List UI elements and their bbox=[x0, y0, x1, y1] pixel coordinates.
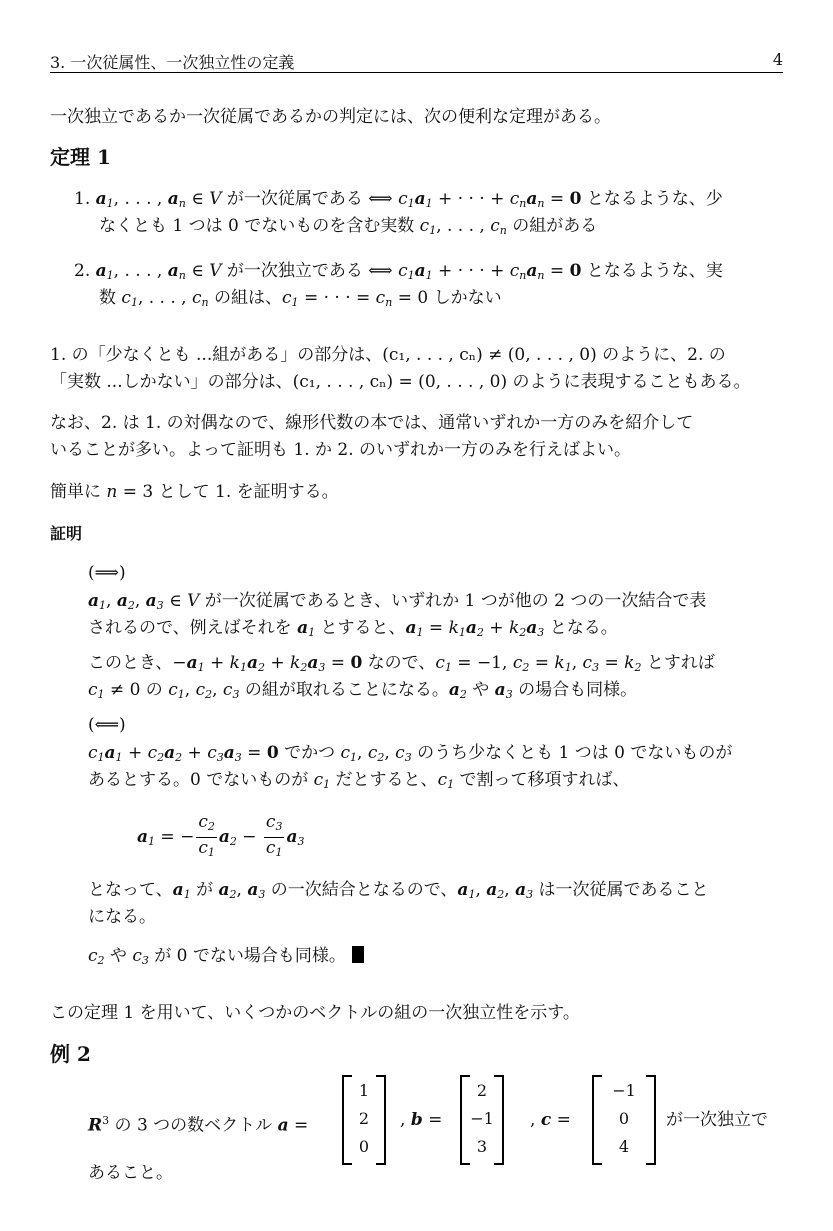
running-header bbox=[50, 50, 783, 73]
example-heading: 例 2 bbox=[50, 1042, 91, 1066]
example-text-r3: $R^3$ の 3 つの数ベクトル a = bbox=[88, 1114, 309, 1136]
theorem-heading: 定理 1 bbox=[50, 145, 111, 169]
proof-conclusion-line-1: となって、$a_1$ が $a_2$, $a_3$ の一次結合となるので、$a_1$, $a_2$, $a_3$ は一次従属であること bbox=[88, 880, 709, 901]
paragraph-4: この定理 1 を用いて、いくつかのベクトルの組の一次独立性を示す。 bbox=[50, 1003, 580, 1023]
paragraph-3: 簡単に n = 3 として 1. を証明する。 bbox=[50, 482, 339, 502]
paragraph-2-line-2: いることが多い。よって証明も 1. か 2. のいずれか一方のみを行えばよい。 bbox=[50, 440, 632, 460]
example-b-label: , b = bbox=[400, 1110, 443, 1130]
theorem-item-2-line-2: 数 $c_1$, . . . , $c_n$ の組は、$c_1$ = · · · = $c_n = 0$ しかない bbox=[99, 288, 502, 309]
display-equation: $a_1$ = − $\frac{c_2}{c_1}$ $a_2$ − $\frac{c_3}{c_1}$ $a_3$ bbox=[137, 812, 305, 859]
vector-c: −1 0 4 bbox=[592, 1075, 656, 1165]
proof-heading: 証明 bbox=[50, 524, 83, 543]
theorem-item-1-line-1: 1. $a_1$, . . . , $a_n$ ∈ V が一次従属である ⟺ $c_1a_1$ + · · · + $c_na_n = 0$ となるような、少 bbox=[74, 189, 723, 210]
vector-b: 2 −1 3 bbox=[460, 1075, 504, 1165]
proof-backward-line-1: $c_1a_1 + c_2a_2 + c_3a_3 = 0$ でかつ $c_1$, $c_2$, $c_3$ のうち少なくとも 1 つは 0 でないものが bbox=[88, 743, 733, 764]
header-page-number: 4 bbox=[772, 50, 783, 69]
qed-square-icon bbox=[352, 946, 364, 963]
paragraph-2-line-1: なお、2. は 1. の対偶なので、線形代数の本では、通常いずれか一方のみを紹介して bbox=[50, 413, 694, 433]
proof-backward-line-2: あるとする。0 でないものが $c_1$ だとすると、$c_1$ で割って移項すれば、 bbox=[88, 770, 630, 791]
proof-conclusion-line-2: になる。 bbox=[88, 907, 156, 927]
example-c-label: , c = bbox=[530, 1110, 571, 1130]
example-line-2: あること。 bbox=[88, 1163, 173, 1183]
proof-forward-label: (⟹) bbox=[88, 563, 126, 583]
proof-last-line: $c_2$ や $c_3$ が 0 でない場合も同様。 bbox=[88, 943, 364, 974]
proof-forward-line-3: このとき、$-a_1 + k_1a_2 + k_2a_3 = 0$ なので、$c_1 = -1$, $c_2 = k_1$, $c_3 = k_2$ とすれば bbox=[88, 653, 715, 674]
example-text-end: が一次独立で bbox=[666, 1110, 768, 1130]
header-section-title: 3. 一次従属性、一次独立性の定義 bbox=[50, 53, 295, 72]
theorem-item-2-line-1: 2. $a_1$, . . . , $a_n$ ∈ V が一次独立である ⟺ $c_1a_1$ + · · · + $c_na_n = 0$ となるような、実 bbox=[74, 261, 723, 282]
proof-backward-label: (⟸) bbox=[88, 715, 126, 735]
proof-forward-line-1: $a_1$, $a_2$, $a_3$ ∈ V が一次従属であるとき、いずれか 1 つが他の 2 つの一次結合で表 bbox=[88, 591, 707, 612]
vector-a: 1 2 0 bbox=[342, 1075, 386, 1165]
paragraph-1-line-2: 「実数 ...しかない」の部分は、(c₁, . . . , cₙ) = (0, . . . , 0) のように表現することもある。 bbox=[50, 372, 751, 392]
paragraph-1-line-1: 1. の「少なくとも ...組がある」の部分は、(c₁, . . . , cₙ) ≠ (0, . . . , 0) のように、2. の bbox=[50, 345, 726, 365]
theorem-item-1-line-2: なくとも 1 つは 0 でないものを含む実数 $c_1$, . . . , $c_n$ の組がある bbox=[99, 216, 598, 237]
proof-forward-line-4: $c_1 \ne 0$ の $c_1$, $c_2$, $c_3$ の組が取れることになる。$a_2$ や $a_3$ の場合も同様。 bbox=[88, 680, 638, 701]
proof-forward-line-2: されるので、例えばそれを $a_1$ とすると、$a_1 = k_1a_2 + k_2a_3$ となる。 bbox=[88, 618, 618, 639]
intro-paragraph: 一次独立であるか一次従属であるかの判定には、次の便利な定理がある。 bbox=[50, 107, 611, 127]
